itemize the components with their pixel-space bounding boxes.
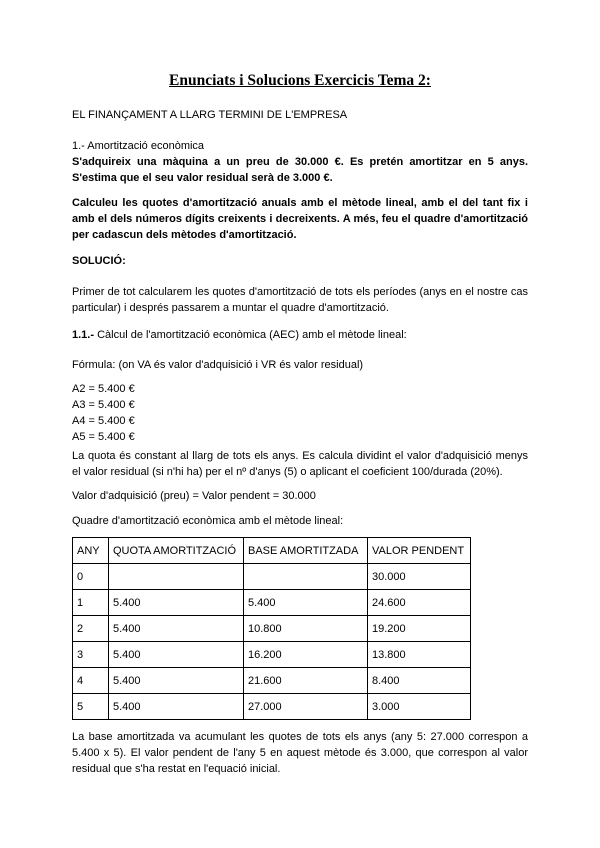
table-cell: 24.600	[368, 590, 471, 616]
table-row	[73, 694, 471, 720]
table-cell	[109, 564, 244, 590]
table-cell: 8.400	[368, 668, 471, 694]
table-row	[73, 668, 471, 694]
value-line: Valor d'adquisició (preu) = Valor pendent = 30.000	[72, 490, 316, 502]
table-cell: 3	[73, 642, 109, 668]
table-cell: 10.800	[244, 616, 368, 642]
quota-list	[72, 381, 528, 445]
table-cell: 3.000	[368, 694, 471, 720]
header-cell: BASE AMORTITZADA	[244, 538, 368, 564]
table-cell: 5.400	[109, 616, 244, 642]
table-row	[73, 564, 471, 590]
table-cell: 2	[73, 616, 109, 642]
solution-intro: Primer de tot calcularem les quotes d'amortització de tots els períodes (anys en el nostre cas particular) i després passarem a muntar el quadre d'amortització.	[72, 286, 528, 314]
table-cell: 5.400	[109, 694, 244, 720]
solution-heading: SOLUCIÓ:	[72, 255, 126, 267]
exercise-statement: S'adquireix una màquina a un preu de 30.000 €. Es pretén amortitzar en 5 anys. S'estima que el seu valor residual serà de 3.000 €.	[72, 156, 528, 184]
table-cell: 5.400	[109, 668, 244, 694]
header-cell: VALOR PENDENT	[368, 538, 471, 564]
table-cell: 5.400	[109, 590, 244, 616]
table-cell: 27.000	[244, 694, 368, 720]
table-cell: 5.400	[244, 590, 368, 616]
explanation-paragraph: La quota és constant al llarg de tots els anys. Es calcula dividint el valor d'adquisició menys el valor residual (si n'hi ha) per el nº d'anys (5) o aplicant el coeficient 100/durada (20%).	[72, 450, 528, 478]
table-cell: 21.600	[244, 668, 368, 694]
table-cell: 13.800	[368, 642, 471, 668]
quota-line: A2 = 5.400 €	[72, 383, 135, 395]
exercise-heading: 1.- Amortització econòmica	[72, 140, 205, 152]
document-title: Enunciats i Solucions Exercicis Tema 2:	[169, 72, 431, 89]
section-heading	[72, 327, 528, 343]
document-subtitle: EL FINANÇAMENT A LLARG TERMINI DE L'EMPRESA	[72, 109, 348, 121]
section-title: Càlcul de l'amortització econòmica (AEC) amb el mètode lineal:	[94, 329, 407, 341]
conclusion-paragraph: La base amortitzada va acumulant les quotes de tots els anys (any 5: 27.000 correspon a 5.400 x 5). El valor pendent de l'any 5 en aquest mètode és 3.000, que correspon al valor residual que s'ha restat en l'equació inicial.	[72, 731, 528, 775]
header-cell: ANY	[73, 538, 109, 564]
table-caption: Quadre d'amortització econòmica amb el mètode lineal:	[72, 515, 344, 527]
header-cell: QUOTA AMORTITZACIÓ	[109, 538, 244, 564]
table-cell: 16.200	[244, 642, 368, 668]
formula-line: Fórmula: (on VA és valor d'adquisició i VR és valor residual)	[72, 359, 364, 371]
table-cell	[244, 564, 368, 590]
quota-line: A5 = 5.400 €	[72, 431, 135, 443]
quota-line: A3 = 5.400 €	[72, 399, 135, 411]
table-cell: 0	[73, 564, 109, 590]
table-row	[73, 642, 471, 668]
table-cell: 5.400	[109, 642, 244, 668]
amortization-table	[72, 537, 471, 720]
table-header-row	[73, 538, 471, 564]
table-cell: 4	[73, 668, 109, 694]
table-row	[73, 616, 471, 642]
table-row	[73, 590, 471, 616]
exercise-question: Calculeu les quotes d'amortització anuals amb el mètode lineal, amb el del tant fix i amb el dels números dígits creixents i decreixents. A més, feu el quadre d'amortització per cadascun dels mètodes d'amortització.	[72, 197, 528, 241]
quota-line: A4 = 5.400 €	[72, 415, 135, 427]
table-cell: 19.200	[368, 616, 471, 642]
table-cell: 30.000	[368, 564, 471, 590]
section-number: 1.1.-	[72, 329, 95, 341]
table-cell: 1	[73, 590, 109, 616]
table-cell: 5	[73, 694, 109, 720]
